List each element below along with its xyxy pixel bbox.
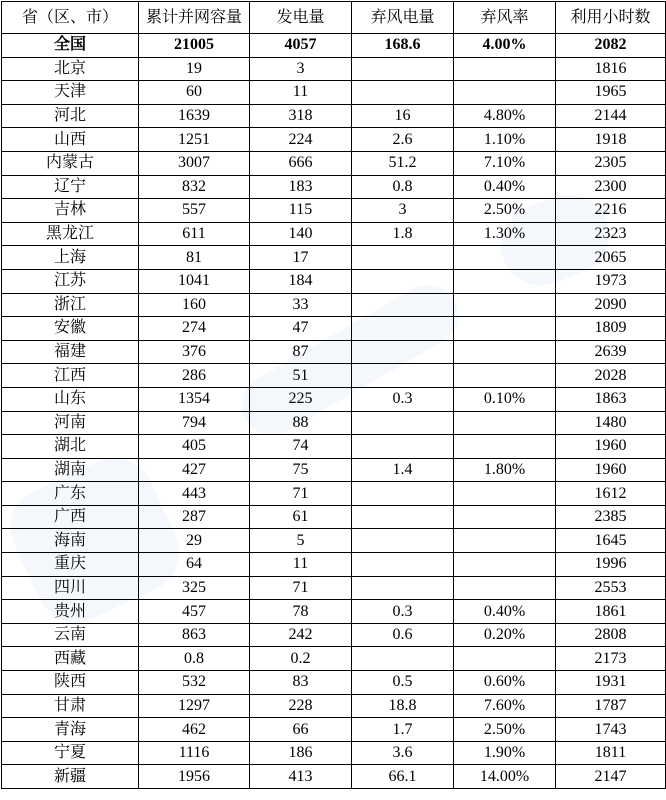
cell-utilization-hours: 2065 xyxy=(556,246,666,270)
cell-capacity: 287 xyxy=(139,505,250,529)
cell-capacity: 81 xyxy=(139,246,250,270)
cell-generation: 47 xyxy=(250,317,352,341)
table-row xyxy=(2,482,666,506)
cell-curtailment-rate xyxy=(454,553,556,577)
cell-capacity: 457 xyxy=(139,600,250,624)
cell-province: 海南 xyxy=(2,529,139,553)
cell-utilization-hours: 2082 xyxy=(556,34,666,58)
cell-curtailed-energy xyxy=(352,57,454,81)
cell-utilization-hours: 1809 xyxy=(556,317,666,341)
cell-province: 青海 xyxy=(2,718,139,742)
cell-curtailment-rate: 4.00% xyxy=(454,34,556,58)
cell-utilization-hours: 2808 xyxy=(556,623,666,647)
cell-province: 四川 xyxy=(2,576,139,600)
cell-province: 山西 xyxy=(2,128,139,152)
cell-curtailed-energy: 1.7 xyxy=(352,718,454,742)
table-row xyxy=(2,411,666,435)
cell-province: 重庆 xyxy=(2,553,139,577)
cell-curtailed-energy: 1.8 xyxy=(352,222,454,246)
cell-utilization-hours: 2385 xyxy=(556,505,666,529)
cell-generation: 71 xyxy=(250,482,352,506)
cell-curtailment-rate: 0.40% xyxy=(454,600,556,624)
table-row xyxy=(2,741,666,765)
cell-generation: 74 xyxy=(250,435,352,459)
header-row xyxy=(2,2,666,34)
cell-province: 山东 xyxy=(2,387,139,411)
cell-province: 福建 xyxy=(2,340,139,364)
cell-capacity: 286 xyxy=(139,364,250,388)
cell-curtailment-rate xyxy=(454,505,556,529)
cell-generation: 4057 xyxy=(250,34,352,58)
table-row xyxy=(2,671,666,695)
cell-province: 安徽 xyxy=(2,317,139,341)
cell-curtailed-energy xyxy=(352,269,454,293)
cell-curtailment-rate xyxy=(454,340,556,364)
header-province: 省（区、市） xyxy=(2,2,139,34)
cell-province: 河南 xyxy=(2,411,139,435)
cell-generation: 413 xyxy=(250,765,352,789)
cell-generation: 0.2 xyxy=(250,647,352,671)
table-row xyxy=(2,623,666,647)
cell-capacity: 376 xyxy=(139,340,250,364)
cell-curtailed-energy: 0.5 xyxy=(352,671,454,695)
header-curtailment-rate: 弃风率 xyxy=(454,2,556,34)
table-row xyxy=(2,364,666,388)
cell-curtailment-rate: 2.50% xyxy=(454,718,556,742)
cell-capacity: 863 xyxy=(139,623,250,647)
cell-curtailment-rate: 1.80% xyxy=(454,458,556,482)
table-row xyxy=(2,293,666,317)
cell-province: 江西 xyxy=(2,364,139,388)
cell-curtailed-energy: 0.3 xyxy=(352,387,454,411)
table-row xyxy=(2,458,666,482)
cell-curtailment-rate xyxy=(454,317,556,341)
cell-curtailed-energy: 1.4 xyxy=(352,458,454,482)
table-row xyxy=(2,553,666,577)
cell-curtailed-energy: 18.8 xyxy=(352,694,454,718)
header-utilization-hours: 利用小时数 xyxy=(556,2,666,34)
cell-generation: 83 xyxy=(250,671,352,695)
header-capacity: 累计并网容量 xyxy=(139,2,250,34)
cell-capacity: 611 xyxy=(139,222,250,246)
table-row xyxy=(2,199,666,223)
cell-generation: 61 xyxy=(250,505,352,529)
cell-utilization-hours: 2553 xyxy=(556,576,666,600)
cell-curtailed-energy xyxy=(352,482,454,506)
table-row xyxy=(2,175,666,199)
table-row xyxy=(2,57,666,81)
cell-generation: 224 xyxy=(250,128,352,152)
cell-utilization-hours: 1480 xyxy=(556,411,666,435)
cell-capacity: 462 xyxy=(139,718,250,742)
cell-curtailment-rate xyxy=(454,57,556,81)
cell-curtailment-rate: 7.60% xyxy=(454,694,556,718)
cell-curtailment-rate: 0.60% xyxy=(454,671,556,695)
cell-curtailment-rate xyxy=(454,81,556,105)
cell-curtailment-rate: 4.80% xyxy=(454,104,556,128)
cell-utilization-hours: 1960 xyxy=(556,435,666,459)
cell-curtailment-rate: 1.30% xyxy=(454,222,556,246)
cell-capacity: 794 xyxy=(139,411,250,435)
cell-curtailment-rate: 14.00% xyxy=(454,765,556,789)
cell-capacity: 532 xyxy=(139,671,250,695)
cell-utilization-hours: 1973 xyxy=(556,269,666,293)
cell-province: 甘肃 xyxy=(2,694,139,718)
cell-utilization-hours: 2639 xyxy=(556,340,666,364)
cell-generation: 666 xyxy=(250,151,352,175)
cell-utilization-hours: 1811 xyxy=(556,741,666,765)
cell-capacity: 1041 xyxy=(139,269,250,293)
cell-generation: 51 xyxy=(250,364,352,388)
cell-curtailment-rate xyxy=(454,576,556,600)
cell-utilization-hours: 2323 xyxy=(556,222,666,246)
cell-capacity: 29 xyxy=(139,529,250,553)
cell-capacity: 21005 xyxy=(139,34,250,58)
cell-capacity: 0.8 xyxy=(139,647,250,671)
cell-province: 宁夏 xyxy=(2,741,139,765)
cell-generation: 11 xyxy=(250,81,352,105)
cell-province: 上海 xyxy=(2,246,139,270)
cell-capacity: 443 xyxy=(139,482,250,506)
cell-generation: 11 xyxy=(250,553,352,577)
cell-curtailed-energy xyxy=(352,81,454,105)
table-row xyxy=(2,222,666,246)
cell-curtailed-energy xyxy=(352,529,454,553)
cell-capacity: 1956 xyxy=(139,765,250,789)
cell-generation: 3 xyxy=(250,57,352,81)
cell-curtailed-energy xyxy=(352,505,454,529)
cell-curtailed-energy xyxy=(352,553,454,577)
cell-capacity: 1354 xyxy=(139,387,250,411)
cell-utilization-hours: 1960 xyxy=(556,458,666,482)
cell-province: 陕西 xyxy=(2,671,139,695)
table-row xyxy=(2,246,666,270)
table-row xyxy=(2,647,666,671)
cell-province: 吉林 xyxy=(2,199,139,223)
cell-curtailed-energy: 3.6 xyxy=(352,741,454,765)
cell-utilization-hours: 2090 xyxy=(556,293,666,317)
cell-curtailed-energy xyxy=(352,576,454,600)
table-row xyxy=(2,505,666,529)
cell-capacity: 3007 xyxy=(139,151,250,175)
table-row xyxy=(2,765,666,789)
cell-curtailment-rate xyxy=(454,269,556,293)
cell-generation: 71 xyxy=(250,576,352,600)
cell-curtailed-energy: 66.1 xyxy=(352,765,454,789)
table-row xyxy=(2,104,666,128)
cell-utilization-hours: 1612 xyxy=(556,482,666,506)
header-generation: 发电量 xyxy=(250,2,352,34)
table-row xyxy=(2,718,666,742)
cell-utilization-hours: 2305 xyxy=(556,151,666,175)
cell-utilization-hours: 1645 xyxy=(556,529,666,553)
table-row xyxy=(2,128,666,152)
table-row xyxy=(2,529,666,553)
cell-province: 全国 xyxy=(2,34,139,58)
cell-province: 河北 xyxy=(2,104,139,128)
cell-capacity: 427 xyxy=(139,458,250,482)
cell-curtailed-energy xyxy=(352,246,454,270)
cell-province: 内蒙古 xyxy=(2,151,139,175)
cell-curtailed-energy xyxy=(352,647,454,671)
cell-capacity: 1116 xyxy=(139,741,250,765)
cell-curtailed-energy xyxy=(352,435,454,459)
cell-utilization-hours: 1816 xyxy=(556,57,666,81)
cell-generation: 140 xyxy=(250,222,352,246)
cell-generation: 225 xyxy=(250,387,352,411)
cell-curtailment-rate xyxy=(454,293,556,317)
cell-capacity: 1251 xyxy=(139,128,250,152)
cell-curtailment-rate xyxy=(454,411,556,435)
cell-province: 辽宁 xyxy=(2,175,139,199)
cell-capacity: 325 xyxy=(139,576,250,600)
cell-capacity: 60 xyxy=(139,81,250,105)
cell-curtailed-energy xyxy=(352,364,454,388)
cell-generation: 228 xyxy=(250,694,352,718)
cell-curtailment-rate: 7.10% xyxy=(454,151,556,175)
cell-generation: 78 xyxy=(250,600,352,624)
cell-utilization-hours: 1863 xyxy=(556,387,666,411)
cell-curtailed-energy xyxy=(352,340,454,364)
cell-capacity: 1639 xyxy=(139,104,250,128)
cell-generation: 88 xyxy=(250,411,352,435)
cell-generation: 33 xyxy=(250,293,352,317)
cell-utilization-hours: 1787 xyxy=(556,694,666,718)
wind-power-table xyxy=(1,1,666,789)
cell-province: 天津 xyxy=(2,81,139,105)
cell-utilization-hours: 1996 xyxy=(556,553,666,577)
cell-curtailed-energy xyxy=(352,293,454,317)
cell-utilization-hours: 2028 xyxy=(556,364,666,388)
cell-curtailment-rate: 0.40% xyxy=(454,175,556,199)
cell-capacity: 19 xyxy=(139,57,250,81)
table-row xyxy=(2,317,666,341)
cell-generation: 115 xyxy=(250,199,352,223)
header-curtailed-energy: 弃风电量 xyxy=(352,2,454,34)
cell-utilization-hours: 1918 xyxy=(556,128,666,152)
cell-capacity: 160 xyxy=(139,293,250,317)
cell-utilization-hours: 2216 xyxy=(556,199,666,223)
cell-curtailed-energy: 3 xyxy=(352,199,454,223)
cell-curtailment-rate xyxy=(454,435,556,459)
cell-province: 新疆 xyxy=(2,765,139,789)
cell-utilization-hours: 2300 xyxy=(556,175,666,199)
cell-province: 贵州 xyxy=(2,600,139,624)
cell-generation: 242 xyxy=(250,623,352,647)
table-row xyxy=(2,694,666,718)
cell-capacity: 832 xyxy=(139,175,250,199)
cell-utilization-hours: 1965 xyxy=(556,81,666,105)
cell-generation: 5 xyxy=(250,529,352,553)
cell-curtailed-energy xyxy=(352,317,454,341)
cell-curtailed-energy: 0.8 xyxy=(352,175,454,199)
cell-utilization-hours: 2173 xyxy=(556,647,666,671)
cell-province: 西藏 xyxy=(2,647,139,671)
cell-curtailed-energy: 51.2 xyxy=(352,151,454,175)
cell-utilization-hours: 1861 xyxy=(556,600,666,624)
cell-capacity: 405 xyxy=(139,435,250,459)
cell-province: 浙江 xyxy=(2,293,139,317)
cell-curtailment-rate: 1.10% xyxy=(454,128,556,152)
cell-capacity: 557 xyxy=(139,199,250,223)
cell-province: 湖北 xyxy=(2,435,139,459)
cell-curtailed-energy: 16 xyxy=(352,104,454,128)
cell-generation: 186 xyxy=(250,741,352,765)
cell-curtailed-energy xyxy=(352,411,454,435)
cell-province: 云南 xyxy=(2,623,139,647)
cell-curtailed-energy: 168.6 xyxy=(352,34,454,58)
cell-generation: 183 xyxy=(250,175,352,199)
cell-province: 湖南 xyxy=(2,458,139,482)
cell-generation: 17 xyxy=(250,246,352,270)
cell-curtailment-rate xyxy=(454,482,556,506)
cell-curtailed-energy: 2.6 xyxy=(352,128,454,152)
total-row xyxy=(2,34,666,58)
cell-curtailment-rate: 2.50% xyxy=(454,199,556,223)
cell-curtailment-rate xyxy=(454,246,556,270)
table-row xyxy=(2,600,666,624)
table-row xyxy=(2,387,666,411)
cell-capacity: 1297 xyxy=(139,694,250,718)
table-row xyxy=(2,340,666,364)
cell-utilization-hours: 2147 xyxy=(556,765,666,789)
cell-province: 北京 xyxy=(2,57,139,81)
table-row xyxy=(2,576,666,600)
cell-generation: 87 xyxy=(250,340,352,364)
cell-curtailed-energy: 0.6 xyxy=(352,623,454,647)
cell-capacity: 64 xyxy=(139,553,250,577)
cell-utilization-hours: 1931 xyxy=(556,671,666,695)
table-row xyxy=(2,435,666,459)
cell-generation: 75 xyxy=(250,458,352,482)
cell-province: 黑龙江 xyxy=(2,222,139,246)
table-row xyxy=(2,151,666,175)
cell-curtailment-rate xyxy=(454,647,556,671)
cell-utilization-hours: 2144 xyxy=(556,104,666,128)
cell-curtailed-energy: 0.3 xyxy=(352,600,454,624)
cell-utilization-hours: 1743 xyxy=(556,718,666,742)
cell-curtailment-rate xyxy=(454,364,556,388)
cell-curtailment-rate: 0.10% xyxy=(454,387,556,411)
cell-generation: 66 xyxy=(250,718,352,742)
cell-generation: 184 xyxy=(250,269,352,293)
cell-curtailment-rate: 0.20% xyxy=(454,623,556,647)
cell-province: 广东 xyxy=(2,482,139,506)
cell-curtailment-rate: 1.90% xyxy=(454,741,556,765)
cell-province: 广西 xyxy=(2,505,139,529)
cell-generation: 318 xyxy=(250,104,352,128)
cell-curtailment-rate xyxy=(454,529,556,553)
cell-capacity: 274 xyxy=(139,317,250,341)
table-row xyxy=(2,81,666,105)
table-row xyxy=(2,269,666,293)
cell-province: 江苏 xyxy=(2,269,139,293)
